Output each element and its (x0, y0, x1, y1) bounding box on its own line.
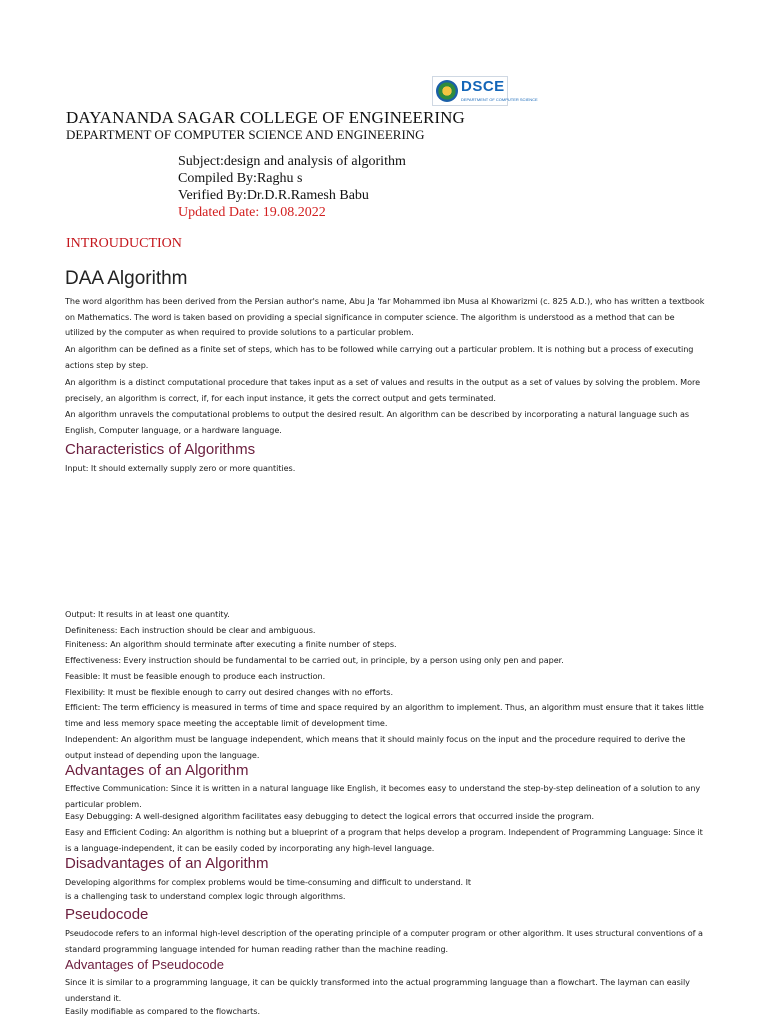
characteristic-input: Input: It should externally supply zero or more quantities. (65, 463, 296, 473)
pseudocode-advantage-item: Since it is similar to a programming language, it can be quickly transformed into the actual programming language than a flowchart. The layman can easily understand it. (65, 977, 690, 1003)
disadvantage-line: Developing algorithms for complex problems would be time-consuming and difficult to understand. It (65, 877, 472, 887)
characteristics-heading: Characteristics of Algorithms (65, 441, 256, 458)
logo-name: DSCE (461, 78, 505, 95)
pseudocode-advantages-heading: Advantages of Pseudocode (65, 957, 225, 972)
logo-subtitle: DEPARTMENT OF COMPUTER SCIENCE (461, 97, 538, 102)
college-seal-icon (436, 80, 458, 102)
subject-line: Subject:design and analysis of algorithm (178, 154, 406, 169)
advantages-heading: Advantages of an Algorithm (65, 762, 249, 779)
paragraph: An algorithm can be defined as a finite set of steps, which has to be followed while carrying out a particular problem. It is nothing but a process of executing actions step by step. (65, 344, 694, 370)
compiled-by: Compiled By:Raghu s (178, 171, 303, 186)
pseudocode-text: Pseudocode refers to an informal high-level description of the operating principle of a computer program or other algorithm. It uses structural conventions of a standard programming language intended for human reading rather than the machine reading. (65, 928, 703, 954)
page-title: DAA Algorithm (65, 268, 188, 289)
disadvantages-heading: Disadvantages of an Algorithm (65, 855, 269, 872)
department-name: DEPARTMENT OF COMPUTER SCIENCE AND ENGINEERING (66, 127, 425, 142)
paragraph: The word algorithm has been derived from the Persian author's name, Abu Ja 'far Mohammed ibn Musa al Khowarizmi (c. 825 A.D.), who has written a textbook on Mathematics. The word is taken based on providing a special significance in computer science. The algorithm is understood as a method that can be utilized by the computer as when required to provide solutions to a particular problem. (65, 296, 705, 337)
advantage-item: Easy Debugging: A well-designed algorithm facilitates easy debugging to detect the logical errors that occurred inside the program. (65, 811, 595, 821)
characteristic-item: Finiteness: An algorithm should terminate after executing a finite number of steps. (65, 639, 397, 649)
characteristic-item: Output: It results in at least one quantity. (65, 609, 230, 619)
verified-by: Verified By:Dr.D.R.Ramesh Babu (178, 188, 369, 203)
paragraph: An algorithm unravels the computational problems to output the desired result. An algorithm can be described by incorporating a natural language such as English, Computer language, or a hardware language. (65, 409, 690, 435)
characteristic-item: Definiteness: Each instruction should be clear and ambiguous. (65, 625, 316, 635)
characteristic-item: Independent: An algorithm must be language independent, which means that it should mainly focus on the input and the procedure required to derive the output instead of depending upon the language. (65, 734, 686, 760)
pseudocode-advantage-item: Easily modifiable as compared to the flowcharts. (65, 1006, 260, 1016)
pseudocode-heading: Pseudocode (65, 906, 149, 923)
advantage-item: Effective Communication: Since it is written in a natural language like English, it becomes easy to understand the step-by-step delineation of a solution to any particular problem. (65, 783, 701, 809)
characteristic-item: Efficient: The term efficiency is measured in terms of time and space required by an algorithm to implement. Thus, an algorithm must ensure that it takes little time and less memory space meeting the acceptable limit of development time. (65, 702, 704, 728)
paragraph: An algorithm is a distinct computational procedure that takes input as a set of values and results in the output as a set of values by solving the problem. More precisely, an algorithm is correct, if, for each input instance, it gets the correct output and gets terminated. (65, 377, 701, 403)
characteristic-item: Flexibility: It must be flexible enough to carry out desired changes with no efforts. (65, 687, 393, 697)
intro-label: INTROUDUCTION (66, 236, 182, 251)
advantage-item: Easy and Efficient Coding: An algorithm is nothing but a blueprint of a program that helps develop a program. Independent of Programming Language: Since it is a language-independent, it can be easily coded by incorporating any high-level language. (65, 827, 703, 853)
characteristic-item: Feasible: It must be feasible enough to produce each instruction. (65, 671, 326, 681)
characteristic-item: Effectiveness: Every instruction should be fundamental to be carried out, in principle, by a person using only pen and paper. (65, 655, 564, 665)
disadvantage-line: is a challenging task to understand complex logic through algorithms. (65, 891, 346, 901)
college-logo (432, 76, 538, 106)
college-name: DAYANANDA SAGAR COLLEGE OF ENGINEERING (66, 108, 465, 127)
updated-date: Updated Date: 19.08.2022 (178, 205, 326, 220)
